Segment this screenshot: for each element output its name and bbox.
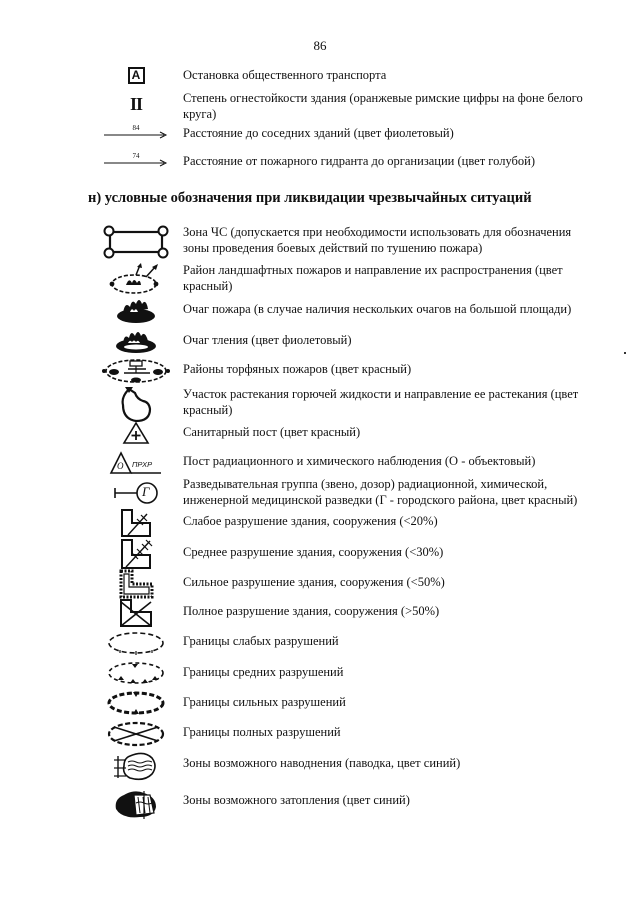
- legend-text: Расстояние до соседних зданий (цвет фиолетовый): [183, 126, 454, 140]
- legend-row-inundation-zone: [0, 782, 640, 822]
- legend-row-landscape-fire: [0, 262, 640, 298]
- legend-row-flood-zone: [0, 748, 640, 784]
- legend-text: Район ландшафтных пожаров и направление их распространения (цвет красный): [183, 263, 563, 293]
- legend-text: Зоны возможного затопления (цвет синий): [183, 793, 410, 807]
- legend-text: Разведывательная группа (звено, дозор) радиационной, химической, инженерной медицинской разведки (Г - городского района, цвет красный): [183, 477, 578, 507]
- landscape-fire-icon: [98, 262, 174, 298]
- legend-text: Санитарный пост (цвет красный): [183, 425, 361, 439]
- legend-row-emergency-zone: [0, 222, 640, 262]
- bus-stop-icon: A: [98, 64, 174, 86]
- liquid-spill-icon: [98, 386, 174, 424]
- section-title: н) условные обозначения при ликвидации чрезвычайных ситуаций: [88, 190, 532, 206]
- weak-boundary-icon: [98, 628, 174, 658]
- medium-destruction-icon: [98, 538, 174, 570]
- legend-text: Зона ЧС (допускается при необходимости использовать для обозначения зоны проведения боевых действий по тушению пожара): [183, 225, 572, 255]
- legend-row-strong-destruction: [0, 568, 640, 600]
- legend-text: Границы сильных разрушений: [183, 695, 346, 709]
- legend-row-distance: [0, 122, 640, 144]
- legend-row-liquid-spill: [0, 386, 640, 424]
- strong-destruction-icon: [98, 568, 174, 600]
- fire-resistance-icon: II: [129, 93, 142, 114]
- legend-text: Степень огнестойкости здания (оранжевые римские цифры на фоне белого круга): [183, 91, 583, 121]
- recon-group-icon: Г: [98, 476, 174, 510]
- legend-row-peat-fire: [0, 354, 640, 386]
- medium-boundary-icon: [98, 658, 174, 688]
- full-destruction-icon: [98, 598, 174, 628]
- inundation-zone-icon: [98, 782, 174, 822]
- legend-row-smoldering: [0, 326, 640, 356]
- scan-speck: [624, 352, 626, 354]
- legend-row-weak-destruction: [0, 508, 640, 538]
- peat-fire-icon: [98, 354, 174, 386]
- distance-arrow-icon: 84: [98, 122, 174, 144]
- emergency-zone-icon: [98, 222, 174, 262]
- full-boundary-icon: [98, 718, 174, 750]
- radiation-post-icon: О ПРХР: [98, 450, 174, 476]
- legend-row-fire-source: [0, 296, 640, 326]
- weak-destruction-icon: [98, 508, 174, 538]
- legend-text: Пост радиационного и химического наблюдения (О - объектовый): [183, 454, 536, 468]
- legend-row-fire-resistance: [0, 90, 640, 126]
- page-number: 86: [313, 38, 327, 53]
- legend-text: Сильное разрушение здания, сооружения (<50%): [183, 575, 445, 589]
- legend-text: Среднее разрушение здания, сооружения (<30%): [183, 545, 444, 559]
- fire-source-icon: [98, 296, 174, 326]
- smoldering-icon: [98, 326, 174, 356]
- flood-zone-icon: [98, 748, 174, 784]
- legend-text: Границы слабых разрушений: [183, 634, 339, 648]
- legend-text: Границы средних разрушений: [183, 665, 344, 679]
- legend-row-full-boundary: [0, 718, 640, 750]
- strong-boundary-icon: [98, 688, 174, 718]
- legend-text: Очаг пожара (в случае наличия нескольких очагов на большой площади): [183, 302, 572, 316]
- legend-row-hydrant-distance: [0, 150, 640, 172]
- legend-text: Полное разрушение здания, сооружения (>50%): [183, 604, 440, 618]
- legend-row-weak-boundary: [0, 628, 640, 658]
- legend-row-radiation-post: [0, 450, 640, 476]
- legend-row-strong-boundary: [0, 688, 640, 718]
- legend-row-sanitary-post: [0, 420, 640, 446]
- legend-text: Слабое разрушение здания, сооружения (<20%): [183, 514, 438, 528]
- legend-row-bus-stop: [0, 64, 640, 88]
- legend-text: Зоны возможного наводнения (паводка, цвет синий): [183, 756, 461, 770]
- legend-text: Очаг тления (цвет фиолетовый): [183, 333, 352, 347]
- legend-row-full-destruction: [0, 598, 640, 628]
- sanitary-post-icon: [98, 420, 174, 446]
- legend-text: Районы торфяных пожаров (цвет красный): [183, 362, 412, 376]
- legend-text: Участок растекания горючей жидкости и направление ее растекания (цвет красный): [183, 387, 579, 417]
- legend-text: Расстояние от пожарного гидранта до организации (цвет голубой): [183, 154, 535, 168]
- legend-text: Остановка общественного транспорта: [183, 68, 387, 82]
- legend-text: Границы полных разрушений: [183, 725, 341, 739]
- hydrant-distance-arrow-icon: 74: [98, 150, 174, 172]
- legend-row-recon-group: [0, 476, 640, 512]
- legend-row-medium-boundary: [0, 658, 640, 688]
- legend-row-medium-destruction: [0, 538, 640, 570]
